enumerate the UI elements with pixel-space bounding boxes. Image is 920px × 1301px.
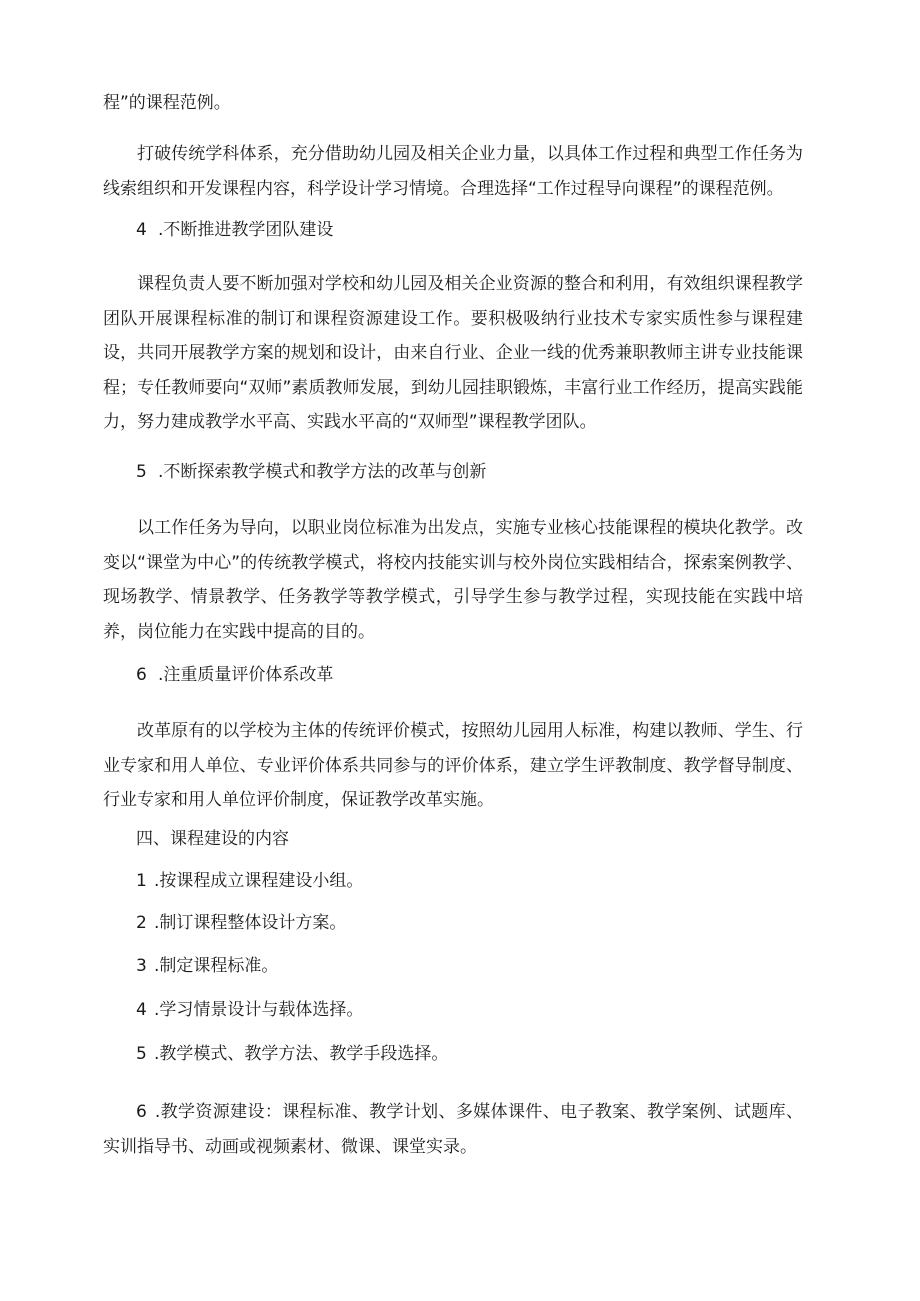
paragraph-teaching-reform: 以工作任务为导向，以职业岗位标准为出发点，实施专业核心技能课程的模块化教学。改变以“课堂为中心”的传统教学模式，将校内技能实训与校外岗位实践相结合，探索案例教学、现场教学、情景教学、任务教学等教学模式，引导学生参与教学过程，实现技能在实践中培养，岗位能力在实践中提高的目的。 (103, 518, 803, 642)
list-item-text: .制订课程整体设计方案。 (154, 913, 347, 933)
list-item (136, 1042, 448, 1066)
list-item-number: 1 (136, 871, 147, 891)
heading-number: 4 (136, 220, 147, 240)
list-item-text: .按课程成立课程建设小组。 (154, 871, 364, 891)
list-item-number: 2 (136, 913, 147, 933)
paragraph-teaching-team: 课程负责人要不断加强对学校和幼儿园及相关企业资源的整合和利用，有效组织课程教学团队开展课程标准的制订和课程资源建设工作。要积极吸纳行业技术专家实质性参与课程建设，共同开展教学方案的规划和设计，由来自行业、企业一线的优秀兼职教师主讲专业技能课程；专任教师要向“双师”素质教师发展，到幼儿园挂职锻炼，丰富行业工作经历，提高实践能力，努力建成教学水平高、实践水平高的“双师型”课程教学团队。 (103, 274, 803, 432)
heading-teaching-reform (136, 460, 486, 484)
list-item-text: .教学模式、教学方法、教学手段选择。 (154, 1044, 449, 1064)
list-item-text: .教学资源建设：课程标准、教学计划、多媒体课件、电子教案、教学案例、试题库、实训指导书、动画或视频素材、微课、课堂实录。 (103, 1102, 803, 1157)
heading-text: .不断推进教学团队建设 (158, 220, 334, 240)
list-item-number: 5 (136, 1044, 147, 1064)
paragraph-evaluation-reform: 改革原有的以学校为主体的传统评价模式，按照幼儿园用人标准，构建以教师、学生、行业专家和用人单位、专业评价体系共同参与的评价体系，建立学生评教制度、教学督导制度、行业专家和用人单位评价制度，保证教学改革实施。 (103, 721, 803, 810)
list-item-number: 3 (136, 956, 147, 976)
heading-teaching-team (136, 218, 333, 242)
heading-text: .不断探索教学模式和教学方法的改革与创新 (158, 462, 487, 482)
list-item (136, 998, 363, 1022)
list-item (136, 954, 278, 978)
paragraph-course-content: 打破传统学科体系，充分借助幼儿园及相关企业力量，以具体工作过程和典型工作任务为线索组织和开发课程内容，科学设计学习情境。合理选择“工作过程导向课程”的课程范例。 (103, 144, 803, 199)
heading-text: .注重质量评价体系改革 (158, 665, 334, 685)
heading-number: 5 (136, 462, 147, 482)
continuation-text: 程”的课程范例。 (103, 93, 231, 113)
heading-evaluation-reform (136, 663, 333, 687)
list-item-resources (103, 1095, 803, 1164)
heading-number: 6 (136, 665, 147, 685)
list-item-text: .制定课程标准。 (154, 956, 279, 976)
section-title-course-content: 四、课程建设的内容 (136, 829, 289, 849)
list-item (136, 869, 363, 893)
list-item-number: 4 (136, 1000, 147, 1020)
list-item (136, 911, 346, 935)
list-item-text: .学习情景设计与载体选择。 (154, 1000, 364, 1020)
list-item-number: 6 (136, 1102, 147, 1122)
